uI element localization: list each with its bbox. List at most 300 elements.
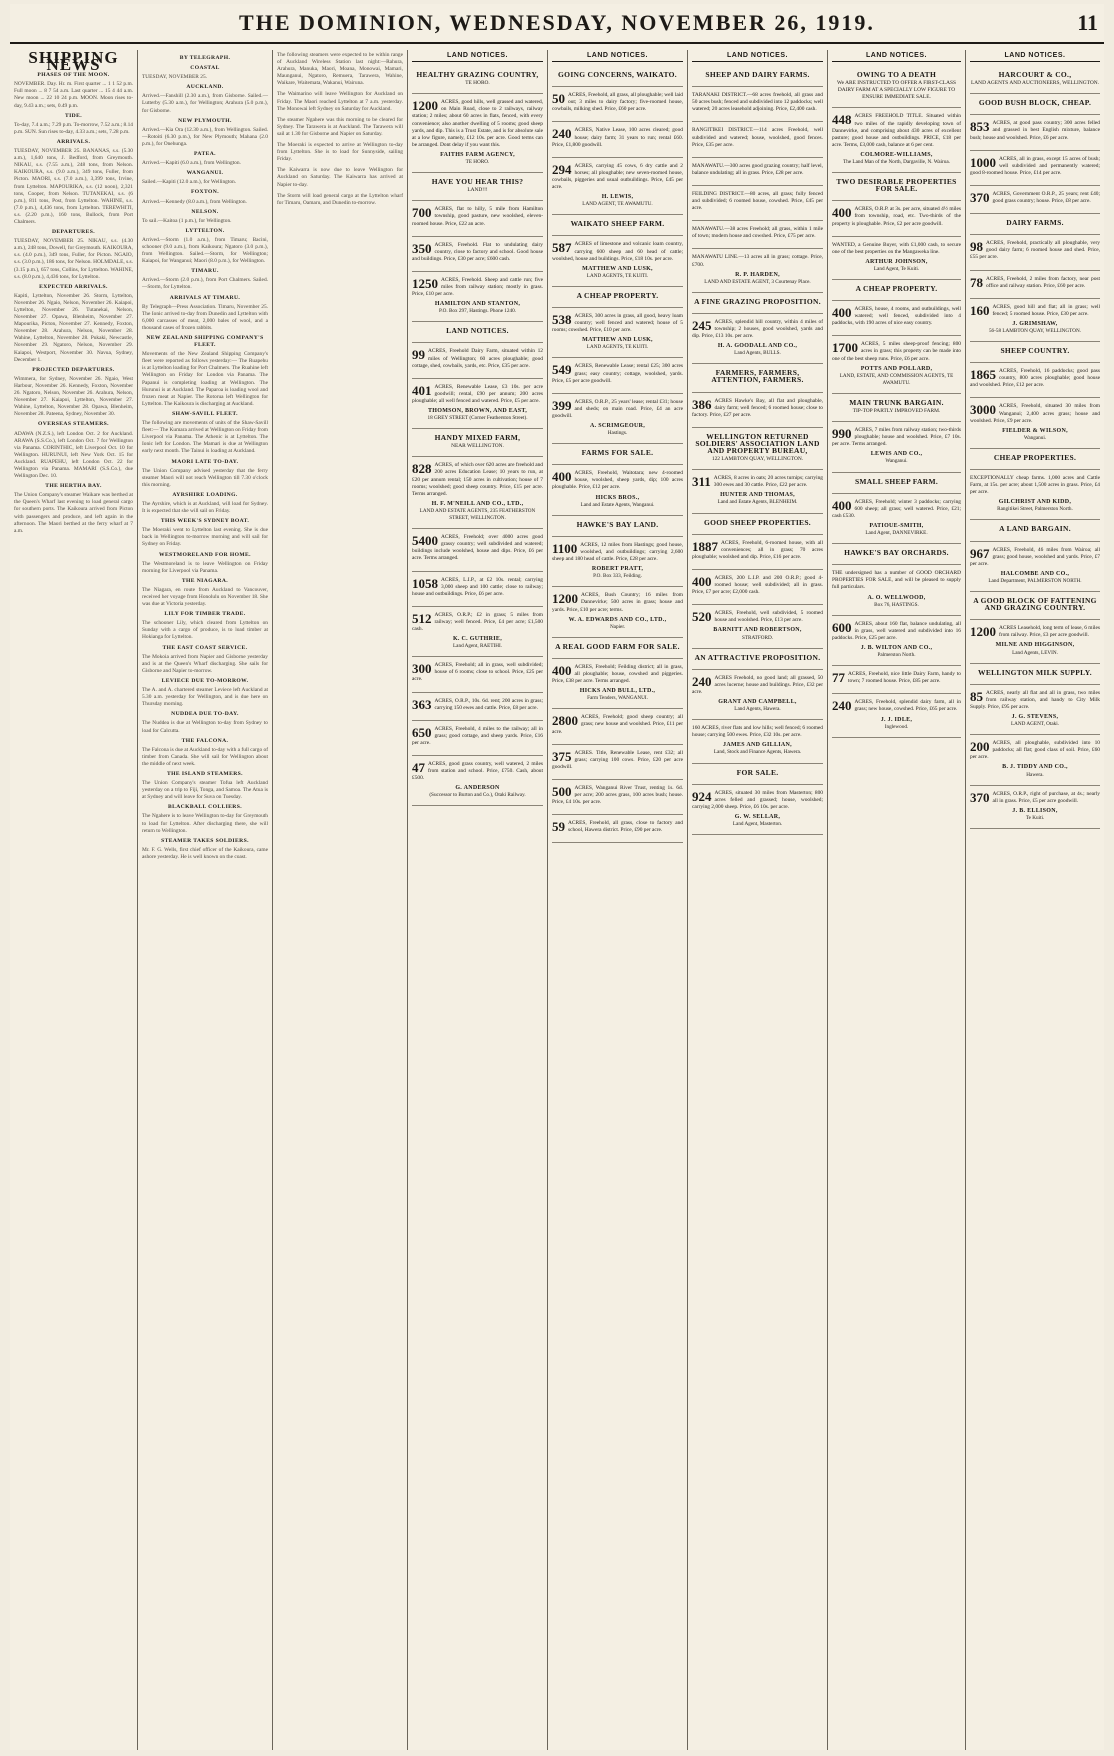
agent-address: LAND AGENT, Otaki. [1010, 721, 1060, 728]
display-heading-block [692, 764, 823, 785]
acreage-figure: 99 [412, 347, 425, 363]
agent-name: MATTHEW AND LUSK, [582, 337, 653, 344]
agent-address: Land Agents, BULLS. [734, 350, 781, 357]
classified-ad [552, 308, 683, 358]
ad-text: ACRES, 7 miles from railway station; two-thirds ploughable; house and woolshed. Price, £7 10s. per acre. Terms arranged. [832, 427, 961, 448]
ad-text: ACRES, nearly all flat and all in grass, two miles from railway station, and handy to City Milk Supply. Price, £95 per acre. [970, 689, 1100, 710]
agent-name: B. J. TIDDY AND CO., [1002, 764, 1068, 771]
acreage-figure: 2800 [552, 713, 578, 729]
display-heading-block [552, 215, 683, 236]
acreage-figure: 399 [552, 397, 572, 413]
ad-body [692, 398, 823, 419]
column-land-5 [966, 50, 1104, 1750]
acreage-figure: 1200 [970, 624, 996, 640]
display-heading-block [552, 444, 683, 465]
classified-ad [970, 363, 1100, 398]
agent-address: P.O. Box 297, Hastings. Phone 1240. [439, 308, 516, 315]
ad-text: ACRES, situated 30 miles from Masterton; 800 acres felled and grassed; house, woolshed; carrying 2,000 sheep. Price, £6 10s. per acre. [692, 789, 823, 810]
acreage-figure: 1200 [412, 98, 438, 114]
ad-heading: A CHEAP PROPERTY. [576, 290, 659, 300]
ad-body [412, 462, 543, 497]
section-text: The Moeraki went to Lyttelton last evening. She is due back in Wellington to-morrow morning and will sail for Sydney on Friday. [142, 527, 268, 548]
classified-ad [552, 236, 683, 286]
section-heading: LEVIECE DUE TO-MORROW. [161, 677, 249, 684]
section-text: The steamer Ngahere was this morning to be cleared for Sydney. The Tarawera is at Auckland. The Tarawera will sail at 1.30 for Gisborne and Napier on Saturday. [277, 116, 403, 137]
ad-body [692, 163, 823, 177]
classified-ad [692, 249, 823, 292]
ad-body [970, 120, 1100, 141]
ad-text: ACRES, Freehold, 46 miles from Wairoa; all grass; good house, woolshed and yards. Price, £7 per acre. [970, 546, 1100, 567]
section-heading: ARRIVALS AT TIMARU. [169, 294, 241, 301]
agent-name: A. O. WELLWOOD, [867, 594, 926, 601]
classified-ad [412, 201, 543, 236]
section-text: Arrived.—Kapiti (6.0 a.m.), from Wellington. [142, 160, 241, 167]
classified-ad [412, 607, 543, 657]
ad-text: ACRES, flat to hilly, 5 mile from Hamilton township, good pasture, new woolshed, eleven-roomed house. Price, £22 an acre. [412, 206, 543, 227]
ad-text: ACRES FREEHOLD TITLE. Situated within two miles of the rapidly developing town of Dannevirke, and comprising about 430 acres of excellent pasture; good house and outbuildings. PRICE, £18 per acre. Terms, £3,000 cash, balance at 6 per cent. [832, 113, 961, 148]
ad-body [832, 570, 961, 591]
ad-text: ACRES, O.R.P., right of purchase, at 4s.; nearly all in grass. Price, £5 per acre goodwill. [992, 790, 1100, 804]
ad-body [412, 612, 543, 633]
ad-body [970, 625, 1100, 639]
ad-body [832, 113, 961, 148]
ad-text: ACRES, Renewable Lease; rental £25; 300 acres grass; easy country; cottage, woolshed, yards. Price, £5 per acre goodwill. [552, 363, 683, 384]
ad-body [692, 226, 823, 240]
ad-text: ACRES, good hill and flat; all in grass; well fenced; 5 roomed house. Price, £30 per acre. [992, 303, 1100, 317]
acreage-figure: 967 [970, 545, 990, 561]
agent-name: J. B. WILTON AND CO., [860, 644, 933, 651]
agent-name: K. C. GUTHRIE, [452, 636, 503, 643]
column-shipping [10, 50, 138, 1750]
display-heading-block [832, 66, 961, 108]
display-heading-block [970, 592, 1100, 620]
ad-text: ACRES, Renewable Lease, £3 10s. per acre goodwill; rental, £90 per annum; 200 acres ploughable; all well fenced and watered. Price, £5 per acre. [412, 383, 543, 404]
classified-ad [552, 358, 683, 393]
acreage-figure: 400 [552, 469, 572, 485]
classified-ad [692, 535, 823, 570]
agent-address: Palmerston North. [877, 652, 916, 659]
classified-ad [552, 709, 683, 744]
acreage-figure: 520 [692, 609, 712, 625]
acreage-figure: 828 [412, 461, 432, 477]
classified-ad [692, 720, 823, 763]
ad-body [692, 675, 823, 696]
section-text: The Mokoia arrived from Napier and Gisborne yesterday and is at the Queen's Wharf discharging. She sails for Gisborne and Napier to-morrow. [142, 653, 268, 674]
ad-body [970, 403, 1100, 424]
section-text: Wimmera, for Sydney, November 26. Ngaio, West Harbour, November 26. Kennedy, Foxton, November 26. Ngatoro, Nelson, November 26. Arahura, Nelson, November 27. Kaiapoi, Lyttelton, November 27. Wahine, Lyttelton, November 28. Opawa, Blenheim, November 28. Pateena, Sydney, November 30. [14, 375, 133, 418]
ad-text: ACRES, Freehold; good sheep country; all grass; new house and woolshed. Price, £11 per acre. [552, 714, 683, 735]
ad-heading: HEALTHY GRAZING COUNTRY, [416, 70, 539, 80]
display-heading-block [970, 214, 1100, 235]
agent-name: R. P. HARDEN, [735, 271, 780, 278]
acreage-figure: 294 [552, 161, 572, 177]
ad-text: ACRES, 200 L.I.P. and 200 O.R.P.; good 4-roomed house; well subdivided; all in grass. Price, £7 per acre; £2,000 cash. [692, 574, 823, 596]
ad-body [970, 304, 1100, 318]
masthead [10, 4, 1104, 44]
ad-text: ACRES, Freehold, 2 miles from factory, near post office and railway station. Price, £60 per acre. [986, 275, 1100, 289]
section-text: Movements of the New Zealand Shipping Company's fleet were reported as follows yesterday:— The Ruapehu is at Lyttelton loading for Port Chalmers. The Ruahine left Wellington on Friday for London via Panama. The Papanui is completing loading at Wellington. The Hurunui is at Auckland. The Paparoa is loading wool and frozen meat at Napier. The Rotorua left Wellington for Lyttelton. The Kaikoura is discharging at Auckland. [142, 351, 268, 407]
column-land-1 [408, 50, 548, 1750]
section-heading: BLACKBALL COLLIERS. [167, 804, 243, 811]
ad-heading: GOOD SHEEP PROPERTIES. [704, 517, 811, 527]
ad-body [970, 475, 1100, 496]
classified-ad [970, 786, 1100, 829]
agent-address: The Land Man of the North, Dargaville, N. Wairoa. [843, 159, 950, 166]
classified-ad [552, 587, 683, 637]
agent-address: LAND AGENTS, TE KUITI. [586, 272, 649, 279]
ad-body [970, 276, 1100, 290]
section-heading: NUDDEA DUE TO-DAY. [171, 711, 239, 718]
ad-body [970, 690, 1100, 711]
ad-body [970, 191, 1100, 205]
agent-name: G. ANDERSON [455, 785, 500, 792]
classified-ad [692, 785, 823, 835]
section-text: The following steamers were expected to be within range of Auckland Wireless Station last night:—Rahura, Arahura, Manuka, Maori, Moana, Monowai, Mamari, Maunganui, Ngatoro, Remuera, Tarawera, Wahine, Waikare, Waitemata, Wakanui, Wairuna. [277, 52, 403, 87]
ad-text: ACRES, Freehold, Waitotara; new 4-roomed house, woolshed, sheep yards, dip; 100 acres ploughable. Price, £12 per acre. [552, 470, 683, 491]
section-heading: WANGANUI. [186, 170, 224, 177]
ad-heading: A CHEAP PROPERTY. [855, 283, 938, 293]
agent-name: HICKS AND BULL, LTD., [579, 688, 656, 695]
agent-name: ARTHUR JOHNSON, [865, 258, 928, 265]
agent-name: HUNTER AND THOMAS, [720, 492, 795, 499]
agent-name: J. B. ELLISON, [1012, 807, 1058, 814]
ad-text: ACRES, Freehold, 4 miles to the railway; all in grass; good cottage, and sheep yards. Price, £16 per acre. [412, 725, 543, 746]
section-text: TUESDAY, NOVEMBER 25. [142, 74, 207, 81]
acreage-figure: 77 [832, 670, 845, 686]
section-text: The following are movements of units of the Shaw-Savill fleet:— The Kumara arrived at Wellington on Friday from Liverpool via Panama. The Athenic is at Lyttelton. The Ionic left for London. The Mamari is due at Wellington early next month. The Tainui is loading at Auckland. [142, 420, 268, 455]
page-number: 11 [1077, 10, 1098, 35]
ad-text: ACRES, Wanganui River Trust, renting 1s. 6d. per acre; 200 acres grass, 100 acres bush; house. Price, £4 10s. per acre. [552, 784, 683, 806]
classified-ad [832, 565, 961, 615]
section-text: TUESDAY, NOVEMBER 25. NIKAU, s.s. (4.30 a.m.), 248 tons, Dowell, for Greymouth. KAIKOURA, s.s. (4.0 p.m.), 349 tons, Fuller, for Picton. NGAIO, s.s. (3.0 p.m.), 186 tons, for Nelson. HOLMDALE, s.s. (3.15 p.m.), 657 tons, Collins, for Lyttelton. WAHINE, s.s. (8.0 p.m.), 4,436 tons, for Lyttelton. [14, 238, 133, 280]
agent-name: GRANT AND CAMPBELL, [718, 698, 797, 705]
ad-text: ACRES, Freehold. Flat to undulating dairy country, close to factory and school. Good house and buildings. Price, £30 per acre; £600 cash. [412, 241, 543, 262]
agent-address: 18 GREY STREET (Corner Featherston Street). [427, 415, 528, 422]
land-notices-header: LAND NOTICES. [412, 52, 543, 62]
section-text: The Moeraki is expected to arrive at Wellington to-day from Lyttelton. She is to load for Sunnyside, sailing Friday. [277, 142, 403, 163]
ad-heading: HAVE YOU HEAR THIS? [431, 177, 524, 187]
acreage-figure: 59 [552, 819, 565, 835]
agent-address: Land and Estate Agents, Wanganui. [580, 501, 655, 508]
ad-body [832, 621, 961, 642]
agent-address: Land Agent, Masterton. [732, 821, 783, 827]
column-land-3 [688, 50, 828, 1750]
ad-body [970, 156, 1100, 177]
section-text: By Telegraph—Press Association. Timaru, November 25. The Ionic arrived to-day from Dunedin and Lyttelton with 6,000 carcasses of meat, 2,000 bales of wool, and a thousand cases of frozen rabbits. [142, 303, 268, 331]
ad-text: ACRES, all in grass, except 15 acres of bush; well subdivided and permanently watered; good 8-roomed house. Price, £14 per acre. [970, 155, 1100, 176]
ad-text: ACRES, Freehold. Sheep and cattle run; five miles from railway station; mostly in grass. Price, £10 per acre. [412, 276, 543, 298]
ad-body [412, 698, 543, 712]
classified-ad [412, 721, 543, 756]
section-text: The Waimarino will leave Wellington for Auckland on Friday. The Maori reached Lyttelton at 7 a.m. yesterday. The Monowai left Sydney on Saturday for Auckland. [277, 91, 403, 112]
classified-ad [552, 537, 683, 587]
section-text: The Kaiwarra is now due to leave Wellington for Auckland on Saturday. The Kaiwarra has arrived at Napier to-day. [277, 167, 403, 188]
ad-subheading: 122 LAMBTON QUAY, WELLINGTON. [711, 456, 804, 463]
ad-text: ACRES Leasehold, long term of lease, 6 miles from railway. Price, £3 per acre goodwill. [999, 625, 1100, 639]
display-heading-block [412, 429, 543, 457]
acreage-figure: 538 [552, 311, 572, 327]
agent-address: Land Department, PALMERSTON NORTH. [988, 577, 1082, 584]
acreage-figure: 1865 [970, 367, 996, 383]
classified-ad [970, 685, 1100, 735]
acreage-figure: 400 [552, 662, 572, 678]
display-heading-block [692, 649, 823, 670]
ad-subheading: We ARE INSTRUCTED TO OFFER A FIRST-CLASS DAIRY FARM AT A SPECIALLY LOW FIGURE TO ENSURE IMMEDIATE SALE. [837, 80, 956, 101]
ad-text: MANAWATU.—38 acres Freehold; all grass, within 1 mile of town; modern house and cowshed. Price, £75 per acre. [692, 226, 823, 240]
classified-ad [970, 542, 1100, 592]
section-text: The Nuddea is due at Wellington to-day from Sydney to load for Calcutta. [142, 720, 268, 734]
ad-text: ACRES, good hills, well grassed and watered, on Main Road, close to 2 railways, railway station; 2 miles; about 60 acres in flats, fenced, with every convenience; also another dwelling of 5 rooms; good sheep yards, and dip. This is a Trust Estate, and is for absolute sale at a low figure, namely, £12 10s. per acre. Good terms can be arranged. Dont delay if you want this. [412, 99, 543, 148]
section-text: TUESDAY, NOVEMBER 25. BANANAS, s.s. (5.30 a.m.), 1,640 tons, J. Bedford, from Greymouth. NIKAU, s.s. (7.55 a.m.), 248 tons, from Nelson. KAIKOURA, s.s. (9.0 a.m.), 349 tons, Fuller, from Picton. MAORI, s.s. (7.0 a.m.), 3,399 tons, Irvine, from Lyttelton. MAPOURIKA, s.s. (12 noon), 2,321 tons, Cooper, from Nelson. TUTANEKAI, s.s. (6 p.m.), 811 tons, Post, from Lyttelton. WAHINE, s.s. (7.0 p.m.), 4,436 tons, from Lyttelton. TEREWHITI, s.s. (2.20 p.m.), 160 tons, Bullock, from Port Chalmers. [14, 148, 133, 225]
classified-ad [552, 394, 683, 444]
ad-body [692, 725, 823, 739]
agent-address: Hawera. [1026, 771, 1044, 778]
ad-text: ACRES, Native Lease, 100 acres cleared; good house; dairy farm; 31 years to run; rental £60. Price, £1,800 goodwill. [552, 127, 683, 148]
ad-text: ACRES, at good pass country; 300 acres felled and grassed in best English mixture, balance bush; house and woolshed. Price, £6 per acre. [970, 120, 1100, 141]
acreage-figure: 400 [832, 497, 852, 513]
acreage-figure: 1700 [832, 340, 858, 356]
agent-name: J. G. STEVENS, [1011, 713, 1059, 720]
ad-subheading: LAND AGENTS AND AUCTIONEERS, WELLINGTON. [971, 80, 1099, 87]
classified-ad [692, 314, 823, 364]
agent-address: LAND, ESTATE, AND COMMISSION AGENTS, TE AWAMUTU. [839, 372, 954, 386]
agent-address: LAND AGENT, TE AWAMUTU. [582, 201, 653, 208]
ad-body [552, 750, 683, 771]
classified-ad [692, 605, 823, 648]
acreage-figure: 400 [692, 573, 712, 589]
classified-ad [832, 108, 961, 173]
ad-body [692, 475, 823, 489]
ad-text: ACRES, Freehold, splendid dairy farm, all in grass; new house, cowshed. Price, £65 per acre. [854, 699, 961, 713]
classified-ad [412, 379, 543, 429]
acreage-figure: 98 [970, 239, 983, 255]
acreage-figure: 512 [412, 610, 432, 626]
agent-name: HAMILTON AND STANTON, [434, 301, 521, 308]
section-heading: EXPECTED ARRIVALS. [39, 283, 108, 290]
ad-text: ACRES, Freehold, situated 30 miles from Wanganui; 2,400 acres grass; house and woolshed. Price, £9 per acre. [970, 403, 1100, 424]
ad-body [832, 341, 961, 362]
section-heading: DEPARTURES. [51, 229, 96, 236]
classified-ad [832, 201, 961, 236]
column-wireless [273, 50, 408, 1750]
agent-name: LEWIS AND CO., [870, 451, 923, 458]
columns [10, 50, 1104, 1750]
display-heading-block [552, 66, 683, 87]
ad-body [692, 610, 823, 624]
ad-text: ACRES Hawke's Bay, all flat and ploughable, dairy farm; well fenced; 6 roomed house; close to factory. Price, £27 per acre. [692, 397, 823, 418]
ad-heading: WELLINGTON MILK SUPPLY. [978, 667, 1092, 677]
section-text: The A. and A. chartered steamer Leviece left Auckland at 5.30 a.m. yesterday for Wellington, and is due here on Thursday morning. [142, 687, 268, 708]
ad-body [970, 791, 1100, 805]
agent-name: J. J. IDLE, [880, 716, 913, 723]
agent-name: GILCHRIST AND KIDD, [998, 499, 1072, 506]
ad-body [552, 785, 683, 806]
acreage-figure: 3000 [970, 402, 996, 418]
ad-body [832, 306, 961, 327]
agent-name: MATTHEW AND LUSK, [582, 265, 653, 272]
ad-text: ACRES, good grass country, well watered, 2 miles from station and school. Price, £750. Cash, about £500. [412, 761, 543, 782]
section-text: Sailed.—Kapiti (12.0 a.m.), for Wellington. [142, 179, 237, 186]
ad-body [970, 240, 1100, 261]
ad-heading: HAWKE'S BAY LAND. [576, 519, 659, 529]
acreage-figure: 370 [970, 189, 990, 205]
ad-body [832, 242, 961, 256]
agent-name: JAMES AND GILLIAN, [723, 742, 792, 749]
classified-ad [552, 122, 683, 157]
ad-body [552, 714, 683, 735]
ad-text: ACRES, O.R.P., 10s. 6d. rent; 200 acres in grass; carrying 150 ewes and cattle. Price, £8 per acre. [434, 697, 543, 711]
ad-body [832, 499, 961, 520]
display-heading-block [692, 428, 823, 470]
ad-text: ACRES, splendid hill country, within 4 miles of township; 2 houses, good woolshed, yards and dip. Price, £13 10s. per acre. [692, 318, 823, 340]
agent-name: BARNITT AND ROBERTSON, [713, 627, 802, 634]
ad-body [832, 699, 961, 713]
display-heading-block [832, 544, 961, 565]
ad-text: ACRES, Freehold, 6-roomed house, with all conveniences; all in grass; 70 acres ploughable; woolshed and dip. Price, £16 per acre. [692, 539, 823, 560]
classified-ad [692, 393, 823, 428]
display-heading-block [970, 664, 1100, 685]
land-notices-header: LAND NOTICES. [970, 52, 1100, 62]
ad-body [552, 313, 683, 334]
acreage-figure: 1250 [412, 275, 438, 291]
ad-body [692, 254, 823, 268]
acreage-figure: 990 [832, 426, 852, 442]
classified-ad [692, 221, 823, 249]
section-heading: ARRIVALS. [56, 138, 91, 145]
section-heading: FOXTON. [190, 189, 220, 196]
acreage-figure: 85 [970, 688, 983, 704]
acreage-figure: 311 [692, 474, 711, 490]
agent-address: Napier. [609, 623, 626, 630]
classified-ad [970, 735, 1100, 785]
agent-name: POTTS AND POLLARD, [860, 365, 933, 372]
agent-name: H. F. M'NEILL AND CO., LTD., [431, 500, 524, 507]
display-heading-block [552, 516, 683, 537]
acreage-figure: 78 [970, 274, 983, 290]
land-notices-header: LAND NOTICES. [832, 52, 961, 62]
ad-body [970, 547, 1100, 568]
ad-body [552, 127, 683, 148]
ad-text: ACRES, house, 4 rooms, and outbuildings, well watered; well fenced, subdivided into 4 paddocks, with 190 acres of nice easy country. [832, 306, 961, 327]
classified-ad [692, 470, 823, 513]
classified-ad [412, 94, 543, 173]
classified-ad [832, 694, 961, 737]
ad-body [552, 163, 683, 191]
ad-text: ACRES, Freehold; winter 3 paddocks; carrying 600 sheep; all grass; well watered. Price, £21; cash £530. [832, 498, 961, 519]
classified-ad [412, 237, 543, 272]
ad-body [412, 577, 543, 598]
section-text: The Ayrshire, which is at Auckland, will load for Sydney. It is expected that she will sail on Friday. [142, 500, 268, 515]
agent-name: HICKS BROS., [595, 494, 640, 501]
acreage-figure: 200 [970, 739, 990, 755]
section-text: Arrived.—Storm (1.0 a.m.), from Timaru; Bacini, schooner (9.0 a.m.), from Kaikoura; Ngatoro (3.0 p.m.), from Wellington. Sailed.—Storm, for Wellington; Kaiapoi, for Wanganui; Maori (8.0 p.m.), for Wellington. [142, 236, 268, 265]
section-text: Arrived.—Storm (2.0 p.m.), from Port Chalmers. Sailed.—Storm, for Lyttelton. [142, 277, 268, 291]
ad-subheading: NEAR WELLINGTON. [451, 443, 504, 450]
section-text: To sail.—Kaitoa (1 p.m.), for Wellington. [142, 217, 232, 224]
ad-heading: SMALL SHEEP FARM. [854, 476, 939, 486]
agent-address: LAND AND ESTATE AGENTS, 235 FEATHERSTON STREET, WELLINGTON. [419, 507, 536, 522]
classified-ad [692, 670, 823, 720]
section-text: Kapiti, Lyttelton, November 26. Storm, Lyttelton, November 26. Ngaio, Nelson, November 26. Kaiapoi, Lyttelton, November 26. Tutanekai, Nelson, November 27. Opawa, Blenheim, November 27. Mapourika, Picton, November 27. Kennedy, Foxton, November 28. Arahura, Nelson, November 28. Wahine, Lyttelton, November 28. Pukaki, Newcastle, November 29. Ngatoro, Nelson, November 29. Kaiapoi, Westport, November 30. Navua, Sydney, December 1. [14, 292, 133, 363]
section-heading: THE NIAGARA. [181, 577, 229, 584]
section-heading: NELSON. [191, 208, 219, 215]
ad-body [552, 592, 683, 613]
agent-address: Land Agents, Hawera. [734, 706, 781, 713]
classified-ad [692, 87, 823, 122]
ad-heading: WELLINGTON RETURNED SOLDIERS' ASSOCIATION LAND AND PROPERTY BUREAU, [695, 431, 820, 455]
ad-heading: HANDY MIXED FARM, [434, 433, 521, 443]
display-heading-block [552, 287, 683, 308]
ad-heading: A REAL GOOD FARM FOR SALE. [555, 641, 680, 651]
ad-text: WANTED, a Genuine Buyer, with £1,000 cash, to secure one of the best properties on the Mangaweka line. [832, 241, 961, 255]
acreage-figure: 1200 [552, 591, 578, 607]
classified-ad [970, 186, 1100, 214]
ad-body [970, 368, 1100, 389]
ad-text: ACRES, L.I.P., at £2 10s. rental; carrying 3,000 sheep and 100 cattle; close to railway; house and outbuildings. Price, £6 per acre. [412, 576, 543, 597]
agent-name: W. A. EDWARDS AND CO., LTD., [568, 616, 667, 623]
display-heading-block [970, 66, 1100, 94]
agent-name: HALCOMBE AND CO., [1000, 570, 1070, 577]
acreage-figure: 448 [832, 112, 852, 128]
acreage-figure: 600 [832, 619, 852, 635]
acreage-figure: 240 [692, 673, 712, 689]
classified-ad [552, 158, 683, 216]
section-heading: PATEA. [194, 151, 216, 158]
agent-address: LAND AGENTS, TE KUITI. [586, 344, 649, 351]
section-text: The Storm will load general cargo at the Lyttelton wharf for Timaru, Oamaru, and Dunedin to-morrow. [277, 192, 403, 206]
display-heading-block [970, 449, 1100, 470]
ad-text: ACRES, all ploughable, subdivided into 10 paddocks; all flat; good class of soil. Price, £60 per acre. [970, 740, 1100, 761]
ad-body [552, 664, 683, 685]
agent-address: Farm Tenders, WANGANUI. [587, 695, 648, 702]
column-land-4 [828, 50, 966, 1750]
acreage-figure: 549 [552, 362, 572, 378]
ad-text: MANAWATU.—300 acres good grazing country; half level, balance undulating; all in grass. Price, £28 per acre. [692, 162, 823, 176]
agent-address: Rangitikei Street, Palmerston North. [997, 506, 1073, 513]
classified-ad [970, 620, 1100, 663]
acreage-figure: 240 [552, 126, 572, 142]
agent-name: THOMSON, BROWN, AND EAST, [427, 408, 528, 414]
section-heading: SHAW-SAVILL FLEET. [172, 410, 238, 417]
ad-text: THE undersigned has a number of GOOD ORCHARD PROPERTIES FOR SALE, and will be pleased to supply full particulars. [832, 570, 961, 591]
ad-body [552, 542, 683, 563]
display-heading-block [970, 520, 1100, 541]
agent-name: FIELDER & WILSON, [1002, 427, 1068, 434]
agent-address: LAND AND ESTATE AGENT, 3 Courtenay Place. [704, 278, 811, 285]
section-text: Mr. F. G. Wells, first chief officer of the Kaikoura, came ashore yesterday. He is well known on the coast. [142, 846, 268, 860]
acreage-figure: 47 [412, 760, 425, 775]
ad-text: ACRES, Freehold, 16 paddocks; good pass country, 800 acres ploughable; good house and woolshed. Price, £12 per acre. [970, 368, 1100, 389]
section-text: Arrived.—Kennedy (8.0 a.m.), from Wellington. [142, 198, 247, 205]
section-text: The Niagara, en route from Auckland to Vancouver, received her voyage from Honolulu on November 18. She was due at Victoria yesterday. [142, 586, 268, 608]
agent-name: G. W. SELLAR, [734, 813, 781, 820]
section-heading: AYRSHIRE LOADING. [172, 491, 238, 498]
section-text: The Union Company advised yesterday that the ferry steamer Maori will not reach Wellington till 7.30 o'clock this morning. [142, 467, 268, 488]
ad-heading: FOR SALE. [736, 767, 779, 777]
ad-body [412, 534, 543, 562]
classified-ad [970, 299, 1100, 342]
land-notices-header: LAND NOTICES. [692, 52, 823, 62]
ad-body [692, 92, 823, 113]
acreage-figure: 240 [832, 698, 852, 714]
display-heading-block [832, 173, 961, 201]
classified-ad [552, 780, 683, 815]
ad-heading: MAIN TRUNK BARGAIN. [849, 397, 944, 407]
classified-ad [412, 657, 543, 692]
agent-address: Land and Estate Agents, BLENHEIM. [717, 499, 798, 506]
section-text: The Ngahere is to leave Wellington to-day for Greymouth to load for Lyttelton. After discharging there, she will return to Wellington. [142, 813, 268, 834]
ad-text: ACRES, Freehold Dairy Farm, situated within 12 miles of Wellington; 60 acres ploughable; good cottage, shed, cowbails, yards, etc. Price, £35 per acre. [412, 348, 543, 369]
